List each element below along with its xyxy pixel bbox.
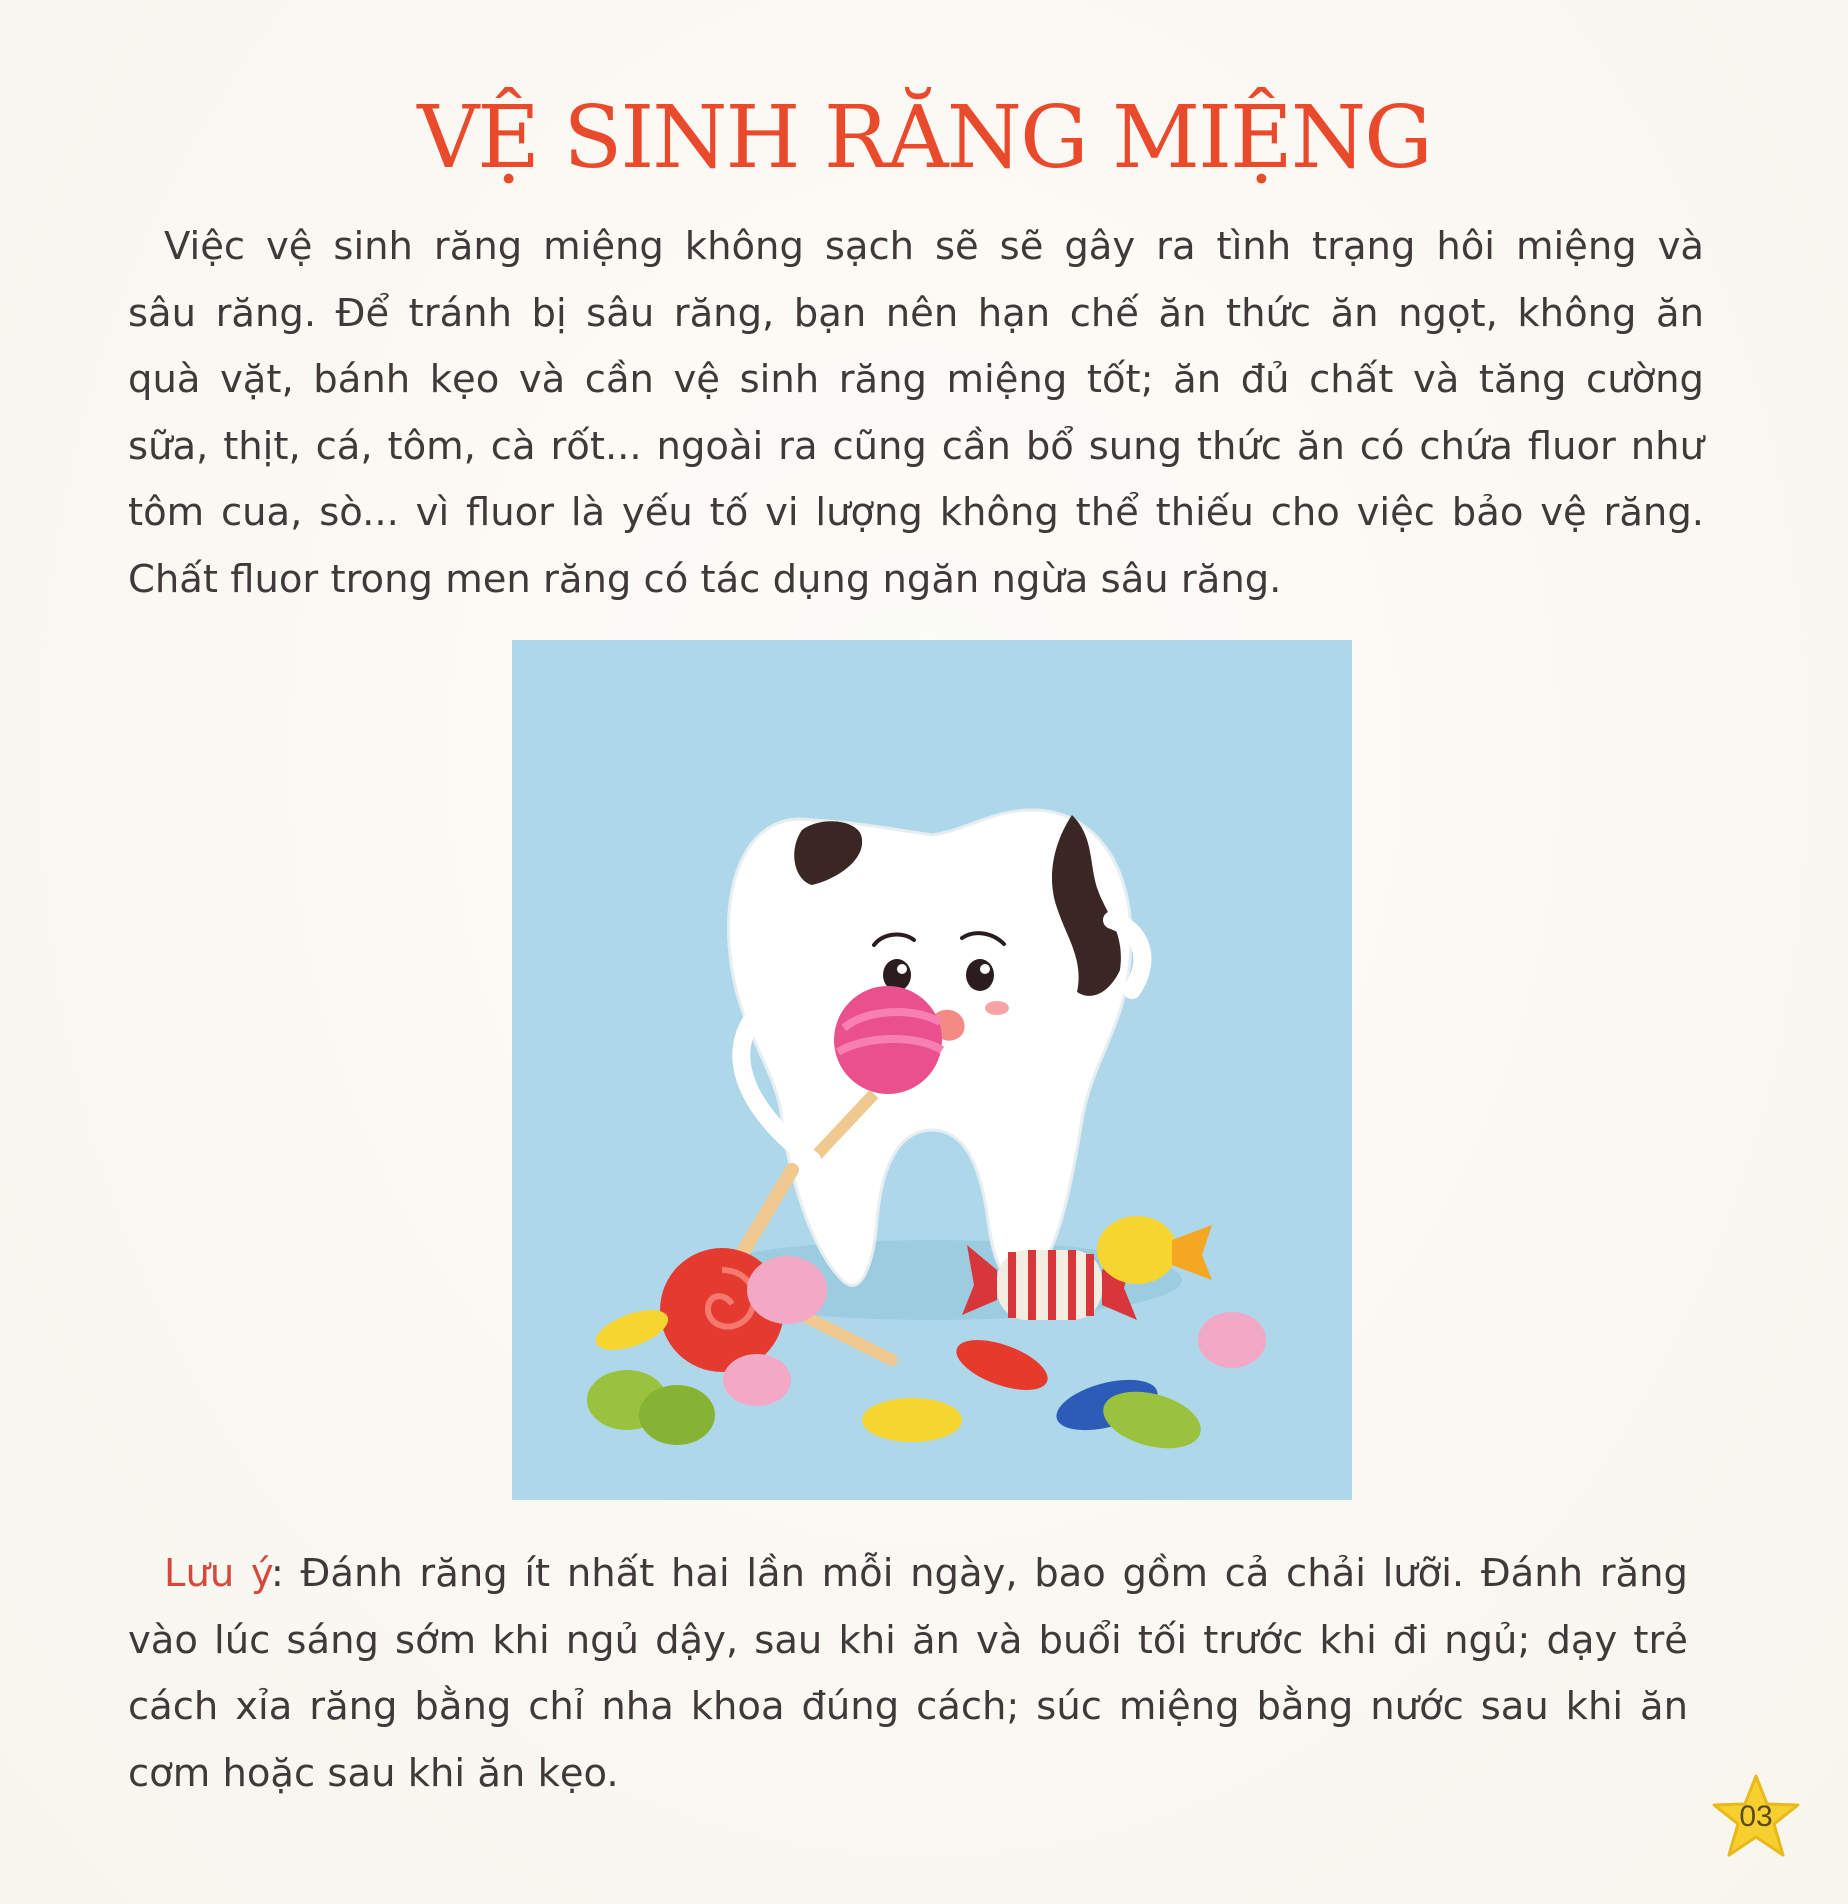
intro-line: Chất fluor trong men răng có tác dụng ngăn ngừa sâu răng.: [128, 556, 1282, 602]
page-number: 03: [1739, 1800, 1773, 1833]
intro-paragraph: [128, 214, 1704, 613]
tooth-illustration: [512, 640, 1352, 1500]
page-title: VỆ SINH RĂNG MIỆNG: [417, 88, 1431, 188]
note-line: cơm hoặc sau khi ăn kẹo.: [128, 1750, 619, 1796]
intro-line: tôm cua, sò... vì fluor là yếu tố vi lượng không thể thiếu cho việc bảo vệ răng.: [128, 490, 1704, 535]
note-line: vào lúc sáng sớm khi ngủ dậy, sau khi ăn và buổi tối trước khi đi ngủ; dạy trẻ: [128, 1617, 1688, 1663]
intro-line: Việc vệ sinh răng miệng không sạch sẽ sẽ gây ra tình trạng hôi miệng và: [164, 224, 1704, 269]
note-label: Lưu ý: [164, 1551, 271, 1596]
intro-line: sữa, thịt, cá, tôm, cà rốt... ngoài ra cũng cần bổ sung thức ăn có chứa fluor như: [128, 423, 1704, 469]
note-line: [128, 1541, 1688, 1608]
intro-line: quà vặt, bánh kẹo và cần vệ sinh răng miệng tốt; ăn đủ chất và tăng cường: [128, 357, 1704, 402]
page-number-badge: [1712, 1774, 1800, 1858]
intro-line: sâu răng. Để tránh bị sâu răng, bạn nên hạn chế ăn thức ăn ngọt, không ăn: [128, 290, 1704, 336]
note-line: cách xỉa răng bằng chỉ nha khoa đúng cách; súc miệng bằng nước sau khi ăn: [128, 1684, 1688, 1729]
note-paragraph: [128, 1541, 1688, 1807]
note-first-line-text: : Đánh răng ít nhất hai lần mỗi ngày, bao gồm cả chải lưỡi. Đánh răng: [270, 1551, 1688, 1596]
